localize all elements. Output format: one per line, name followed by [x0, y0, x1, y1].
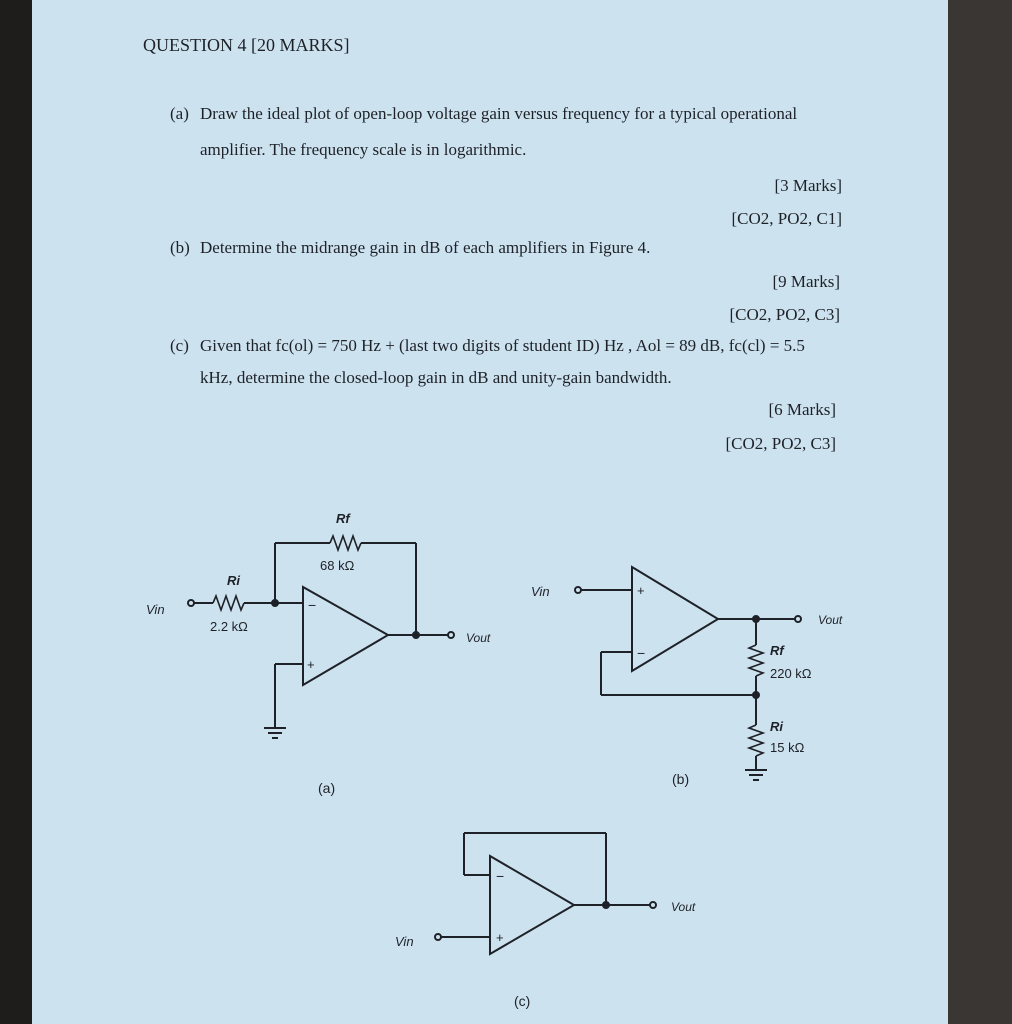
- circuit-b-vin-terminal: [575, 587, 581, 593]
- part-a-codes: [CO2, PO2, C1]: [731, 209, 842, 228]
- part-c-text-line1: Given that fc(ol) = 750 Hz + (last two digits of student ID) Hz , Aol = 89 dB, fc(cl) = 5.5: [200, 336, 805, 355]
- part-b-codes: [CO2, PO2, C3]: [729, 305, 840, 324]
- circuit-c-plus-sign: +: [496, 930, 504, 945]
- circuit-c-vout-terminal: [650, 902, 656, 908]
- circuit-a-caption: (a): [318, 780, 336, 796]
- circuit-b-rf-label: Rf: [770, 643, 784, 658]
- part-b-label: (b): [170, 238, 190, 257]
- part-a-label: (a): [170, 104, 189, 123]
- part-c-text-line2: kHz, determine the closed-loop gain in dB and unity-gain bandwidth.: [200, 368, 672, 387]
- circuit-b-vin-label: Vin: [531, 584, 550, 599]
- part-b-marks: [9 Marks]: [772, 272, 840, 291]
- circuit-b-vout-terminal: [795, 616, 801, 622]
- circuit-b-plus-sign: +: [637, 583, 645, 598]
- circuit-a-vin-terminal: [188, 600, 194, 606]
- circuit-a-minus-sign: −: [308, 597, 317, 613]
- circuit-a-rf-label: Rf: [336, 511, 350, 526]
- question-title: QUESTION 4 [20 MARKS]: [143, 35, 350, 55]
- part-c-label: (c): [170, 336, 189, 355]
- circuit-b: [575, 567, 801, 780]
- circuit-b-ri-label: Ri: [770, 719, 783, 734]
- circuit-c: [435, 833, 656, 954]
- circuit-a-ri-label: Ri: [227, 573, 240, 588]
- circuit-a-vin-label: Vin: [146, 602, 165, 617]
- circuit-b-ri-resistor: [749, 725, 763, 756]
- circuit-a-plus-sign: +: [307, 657, 315, 672]
- circuit-b-caption: (b): [672, 771, 690, 787]
- circuit-b-rf-value: 220 kΩ: [770, 666, 812, 681]
- circuit-c-vout-label: Vout: [671, 900, 696, 914]
- circuit-a-ri-value: 2.2 kΩ: [210, 619, 248, 634]
- circuit-c-vin-terminal: [435, 934, 441, 940]
- circuit-a-ground-icon: [264, 728, 286, 738]
- part-b-text-line1: Determine the midrange gain in dB of each amplifiers in Figure 4.: [200, 238, 651, 257]
- part-c-codes: [CO2, PO2, C3]: [725, 434, 836, 453]
- circuit-a-vout-terminal: [448, 632, 454, 638]
- part-c-marks: [6 Marks]: [768, 400, 836, 419]
- circuit-b-ground-icon: [745, 770, 767, 780]
- circuit-c-minus-sign: −: [496, 868, 505, 884]
- circuit-b-rf-resistor: [749, 645, 763, 676]
- circuit-c-caption: (c): [514, 993, 531, 1009]
- circuit-a-vout-label: Vout: [466, 631, 491, 645]
- circuit-b-vout-label: Vout: [818, 613, 843, 627]
- circuit-a-ri-resistor: [213, 596, 244, 610]
- circuit-b-ri-value: 15 kΩ: [770, 740, 805, 755]
- circuit-b-minus-sign: −: [637, 645, 646, 661]
- circuit-a-rf-value: 68 kΩ: [320, 558, 355, 573]
- part-a-marks: [3 Marks]: [774, 176, 842, 195]
- part-a-text-line1: Draw the ideal plot of open-loop voltage gain versus frequency for a typical operational: [200, 104, 798, 123]
- circuit-c-vin-label: Vin: [395, 934, 414, 949]
- part-a-text-line2: amplifier. The frequency scale is in logarithmic.: [200, 140, 527, 159]
- circuit-a-rf-resistor: [330, 536, 361, 550]
